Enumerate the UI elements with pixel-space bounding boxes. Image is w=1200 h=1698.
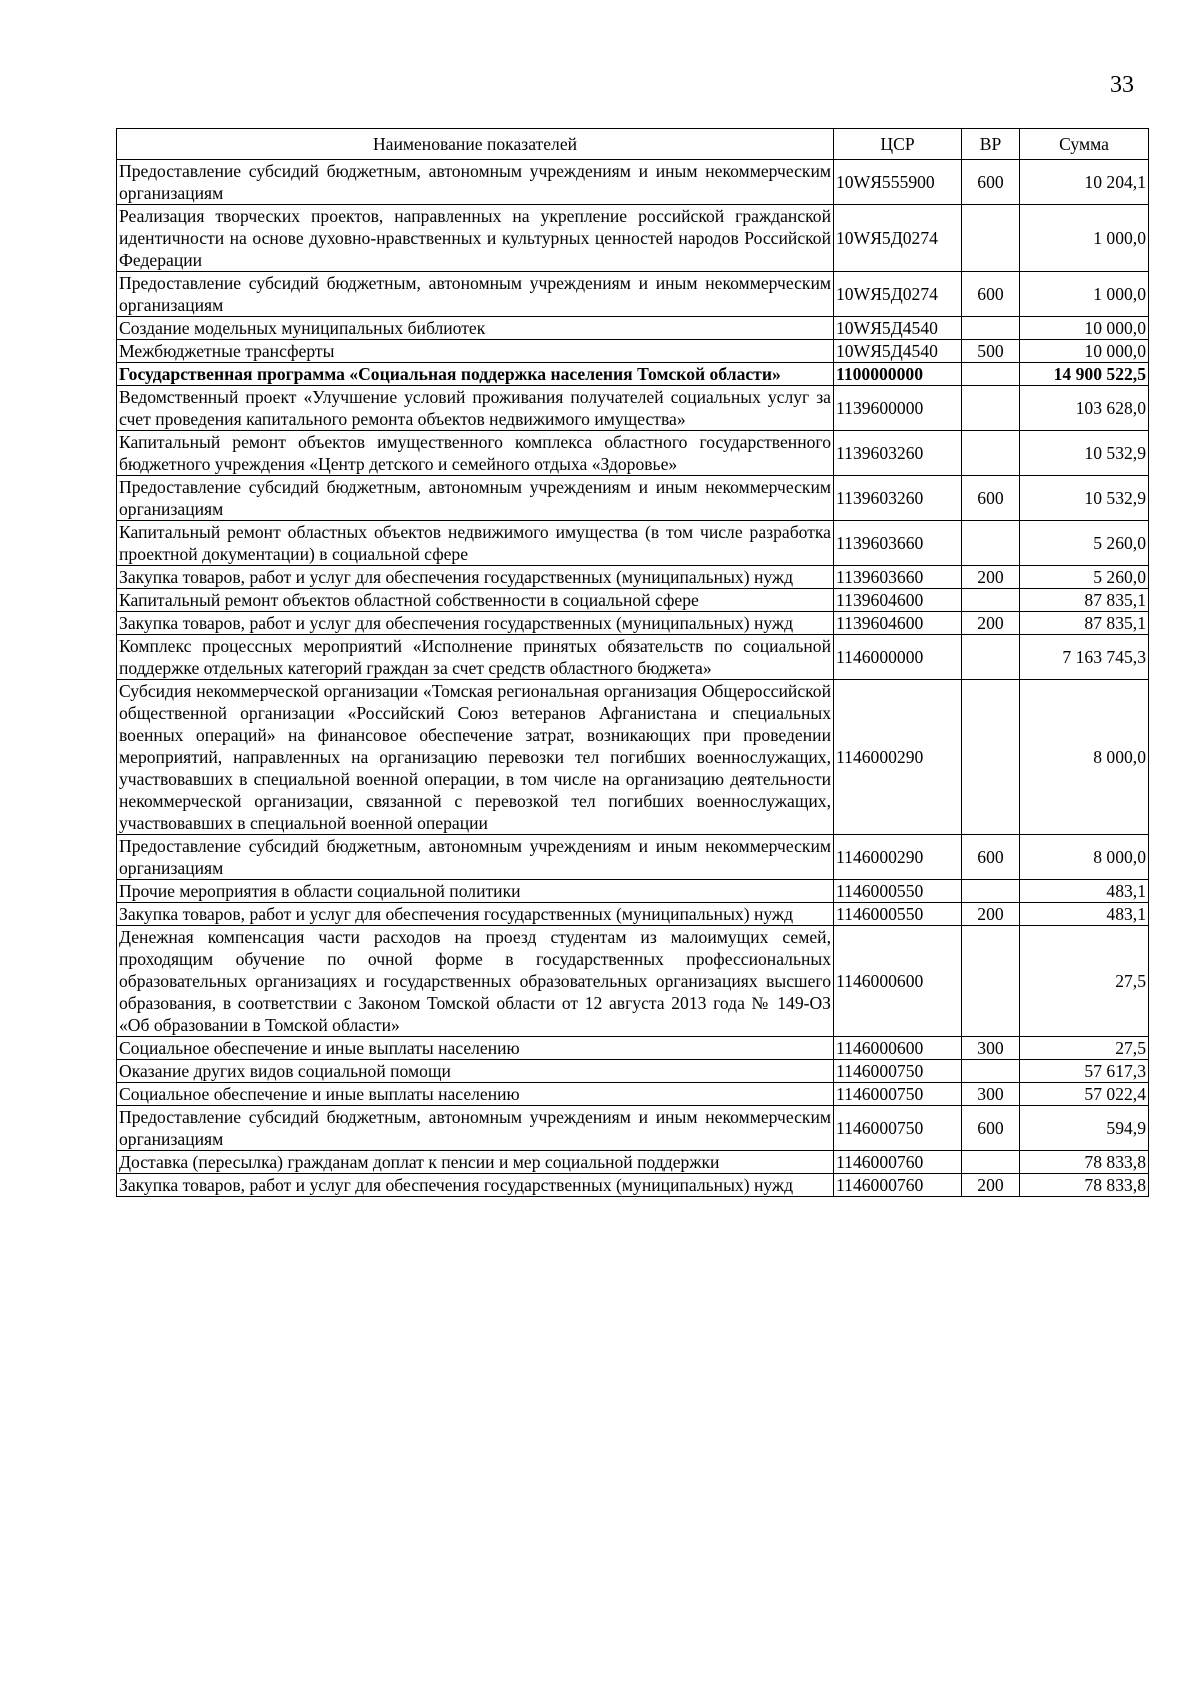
cell-vr: 200 (962, 612, 1020, 635)
cell-sum: 57 617,3 (1020, 1060, 1149, 1083)
table-row (117, 1174, 1149, 1197)
cell-vr: 600 (962, 1106, 1020, 1151)
cell-name: Ведомственный проект «Улучшение условий проживания получателей социальных услуг за счет проведения капитального ремонта объектов недвижимого имущества» (117, 386, 834, 431)
cell-csr: 1146000600 (834, 1037, 962, 1060)
table-row (117, 1106, 1149, 1151)
cell-csr: 10WЯ5Д0274 (834, 272, 962, 317)
cell-vr (962, 205, 1020, 272)
cell-sum: 483,1 (1020, 880, 1149, 903)
table-row (117, 926, 1149, 1037)
table-row (117, 635, 1149, 680)
header-vr: ВР (962, 129, 1020, 160)
table-row (117, 272, 1149, 317)
table-body (117, 160, 1149, 1197)
cell-csr: 10WЯ555900 (834, 160, 962, 205)
cell-csr: 1146000760 (834, 1174, 962, 1197)
cell-name: Закупка товаров, работ и услуг для обеспечения государственных (муниципальных) нужд (117, 566, 834, 589)
budget-table (116, 128, 1149, 1197)
cell-csr: 1146000550 (834, 880, 962, 903)
cell-csr: 1146000290 (834, 680, 962, 835)
cell-name: Предоставление субсидий бюджетным, автономным учреждениям и иным некоммерческим организациям (117, 272, 834, 317)
cell-csr: 1146000750 (834, 1060, 962, 1083)
cell-vr (962, 1151, 1020, 1174)
cell-name: Создание модельных муниципальных библиотек (117, 317, 834, 340)
cell-name: Прочие мероприятия в области социальной политики (117, 880, 834, 903)
cell-vr (962, 589, 1020, 612)
cell-vr (962, 317, 1020, 340)
cell-name: Капитальный ремонт объектов областной собственности в социальной сфере (117, 589, 834, 612)
cell-csr: 1139603260 (834, 431, 962, 476)
table-row (117, 903, 1149, 926)
cell-csr: 1139604600 (834, 589, 962, 612)
cell-sum: 1 000,0 (1020, 205, 1149, 272)
cell-vr (962, 926, 1020, 1037)
cell-name: Закупка товаров, работ и услуг для обеспечения государственных (муниципальных) нужд (117, 903, 834, 926)
table-row (117, 680, 1149, 835)
cell-sum: 10 532,9 (1020, 431, 1149, 476)
header-csr: ЦСР (834, 129, 962, 160)
table-row (117, 340, 1149, 363)
cell-sum: 1 000,0 (1020, 272, 1149, 317)
cell-name: Закупка товаров, работ и услуг для обеспечения государственных (муниципальных) нужд (117, 612, 834, 635)
cell-name: Предоставление субсидий бюджетным, автономным учреждениям и иным некоммерческим организациям (117, 476, 834, 521)
cell-name: Оказание других видов социальной помощи (117, 1060, 834, 1083)
cell-vr: 600 (962, 160, 1020, 205)
table-row (117, 566, 1149, 589)
table-row (117, 317, 1149, 340)
header-sum: Сумма (1020, 129, 1149, 160)
table-row (117, 363, 1149, 386)
cell-csr: 10WЯ5Д4540 (834, 340, 962, 363)
cell-name: Закупка товаров, работ и услуг для обеспечения государственных (муниципальных) нужд (117, 1174, 834, 1197)
cell-sum: 5 260,0 (1020, 566, 1149, 589)
table-row (117, 521, 1149, 566)
cell-csr: 10WЯ5Д4540 (834, 317, 962, 340)
cell-sum: 27,5 (1020, 1037, 1149, 1060)
cell-name: Предоставление субсидий бюджетным, автономным учреждениям и иным некоммерческим организациям (117, 160, 834, 205)
cell-vr: 600 (962, 476, 1020, 521)
cell-csr: 1146000750 (834, 1106, 962, 1151)
cell-csr: 1139603260 (834, 476, 962, 521)
table-row (117, 880, 1149, 903)
table-row (117, 1083, 1149, 1106)
cell-vr (962, 1060, 1020, 1083)
cell-csr: 1146000550 (834, 903, 962, 926)
cell-csr: 1146000000 (834, 635, 962, 680)
cell-sum: 103 628,0 (1020, 386, 1149, 431)
cell-name: Предоставление субсидий бюджетным, автономным учреждениям и иным некоммерческим организациям (117, 835, 834, 880)
cell-name: Субсидия некоммерческой организации «Томская региональная организация Общероссийской общественной организации «Российский Союз ветеранов Афганистана и специальных военных операций» на финансовое обеспечение затрат, возникающих при проведении мероприятий, направленных на организацию перевозки тел погибших военнослужащих, участвовавших в специальной военной операции, в том числе на организацию деятельности некоммерческой организации, связанной с перевозкой тел погибших военнослужащих, участвовавших в специальной военной операции (117, 680, 834, 835)
cell-vr: 200 (962, 566, 1020, 589)
cell-name: Доставка (пересылка) гражданам доплат к пенсии и мер социальной поддержки (117, 1151, 834, 1174)
cell-vr: 300 (962, 1083, 1020, 1106)
cell-vr: 600 (962, 835, 1020, 880)
cell-csr: 1139600000 (834, 386, 962, 431)
page-number: 33 (1110, 72, 1134, 98)
table-header-row (117, 129, 1149, 160)
cell-csr: 1139604600 (834, 612, 962, 635)
cell-csr: 10WЯ5Д0274 (834, 205, 962, 272)
cell-sum: 87 835,1 (1020, 612, 1149, 635)
cell-vr (962, 880, 1020, 903)
table-row (117, 431, 1149, 476)
cell-csr: 1139603660 (834, 566, 962, 589)
cell-sum: 8 000,0 (1020, 680, 1149, 835)
cell-sum: 5 260,0 (1020, 521, 1149, 566)
table-row (117, 160, 1149, 205)
cell-sum: 10 000,0 (1020, 340, 1149, 363)
cell-csr: 1146000600 (834, 926, 962, 1037)
table-row (117, 1151, 1149, 1174)
cell-name: Межбюджетные трансферты (117, 340, 834, 363)
cell-name: Капитальный ремонт областных объектов недвижимого имущества (в том числе разработка проектной документации) в социальной сфере (117, 521, 834, 566)
cell-name: Реализация творческих проектов, направленных на укрепление российской гражданской идентичности на основе духовно-нравственных и культурных ценностей народов Российской Федерации (117, 205, 834, 272)
cell-vr (962, 680, 1020, 835)
cell-sum: 27,5 (1020, 926, 1149, 1037)
cell-vr (962, 635, 1020, 680)
cell-sum: 10 532,9 (1020, 476, 1149, 521)
table-row (117, 386, 1149, 431)
cell-csr: 1146000760 (834, 1151, 962, 1174)
table-row (117, 612, 1149, 635)
cell-csr: 1146000290 (834, 835, 962, 880)
cell-name: Социальное обеспечение и иные выплаты населению (117, 1037, 834, 1060)
header-name: Наименование показателей (117, 129, 834, 160)
cell-sum: 10 204,1 (1020, 160, 1149, 205)
cell-sum: 483,1 (1020, 903, 1149, 926)
cell-name: Комплекс процессных мероприятий «Исполнение принятых обязательств по социальной поддержке отдельных категорий граждан за счет средств областного бюджета» (117, 635, 834, 680)
cell-name: Капитальный ремонт объектов имущественного комплекса областного государственного бюджетного учреждения «Центр детского и семейного отдыха «Здоровье» (117, 431, 834, 476)
table-row (117, 1037, 1149, 1060)
table-row (117, 205, 1149, 272)
cell-vr: 200 (962, 903, 1020, 926)
cell-csr: 1139603660 (834, 521, 962, 566)
cell-sum: 10 000,0 (1020, 317, 1149, 340)
cell-csr: 1146000750 (834, 1083, 962, 1106)
cell-name: Государственная программа «Социальная поддержка населения Томской области» (117, 363, 834, 386)
cell-sum: 7 163 745,3 (1020, 635, 1149, 680)
cell-csr: 1100000000 (834, 363, 962, 386)
cell-sum: 87 835,1 (1020, 589, 1149, 612)
cell-sum: 78 833,8 (1020, 1174, 1149, 1197)
table-row (117, 1060, 1149, 1083)
cell-sum: 57 022,4 (1020, 1083, 1149, 1106)
cell-vr (962, 431, 1020, 476)
cell-vr (962, 521, 1020, 566)
cell-vr: 300 (962, 1037, 1020, 1060)
cell-name: Предоставление субсидий бюджетным, автономным учреждениям и иным некоммерческим организациям (117, 1106, 834, 1151)
cell-name: Денежная компенсация части расходов на проезд студентам из малоимущих семей, проходящим обучение по очной форме в государственных профессиональных образовательных организациях и государственных образовательных организациях высшего образования, в соответствии с Законом Томской области от 12 августа 2013 года № 149-ОЗ «Об образовании в Томской области» (117, 926, 834, 1037)
cell-vr (962, 363, 1020, 386)
cell-name: Социальное обеспечение и иные выплаты населению (117, 1083, 834, 1106)
table-row (117, 835, 1149, 880)
cell-vr (962, 386, 1020, 431)
cell-vr: 600 (962, 272, 1020, 317)
table-row (117, 589, 1149, 612)
cell-sum: 594,9 (1020, 1106, 1149, 1151)
cell-sum: 8 000,0 (1020, 835, 1149, 880)
cell-sum: 78 833,8 (1020, 1151, 1149, 1174)
cell-vr: 500 (962, 340, 1020, 363)
cell-sum: 14 900 522,5 (1020, 363, 1149, 386)
table-row (117, 476, 1149, 521)
cell-vr: 200 (962, 1174, 1020, 1197)
